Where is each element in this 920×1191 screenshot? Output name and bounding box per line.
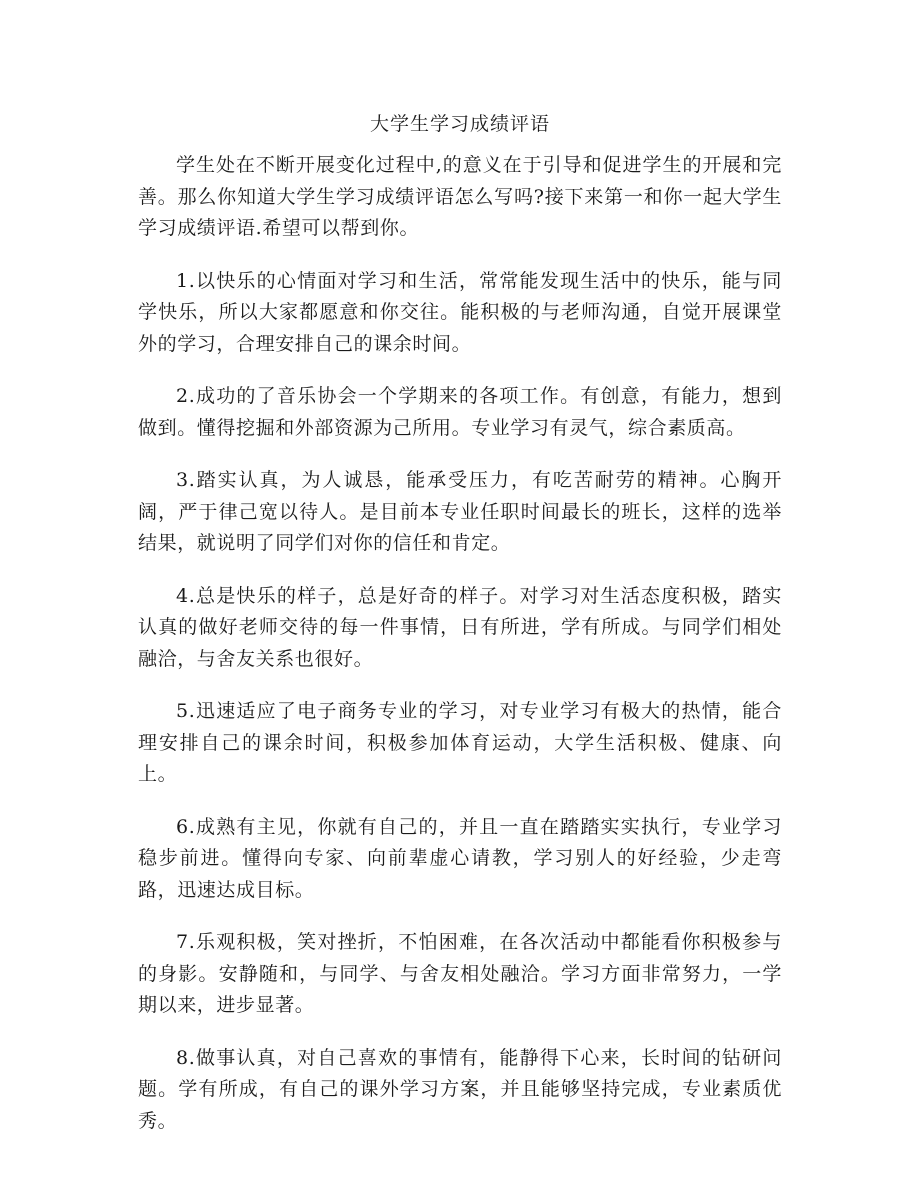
comment-item-5: 5.迅速适应了电子商务专业的学习，对专业学习有极大的热情，能合理安排自己的课余时间，积极参加体育运动，大学生活积极、健康、向上。 [138, 700, 782, 785]
comment-item-1: 1.以快乐的心情面对学习和生活，常常能发现生活中的快乐，能与同学快乐，所以大家都愿意和你交往。能积极的与老师沟通，自觉开展课堂外的学习，合理安排自己的课余时间。 [138, 269, 782, 355]
comment-item-2: 2.成功的了音乐协会一个学期来的各项工作。有创意，有能力，想到做到。懂得挖掘和外部资源为己所用。专业学习有灵气，综合素质高。 [138, 385, 782, 439]
document-title: 大学生学习成绩评语 [369, 113, 550, 135]
comment-item-8: 8.做事认真，对自己喜欢的事情有，能静得下心来，长时间的钻研问题。学有所成，有自己的课外学习方案，并且能够坚持完成，专业素质优秀。 [138, 1046, 782, 1132]
intro-paragraph: 学生处在不断开展变化过程中,的意义在于引导和促进学生的开展和完善。那么你知道大学生学习成绩评语怎么写吗?接下来第一和你一起大学生学习成绩评语.希望可以帮到你。 [138, 154, 782, 239]
document-body [138, 150, 782, 1158]
comment-item-4: 4.总是快乐的样子，总是好奇的样子。对学习对生活态度积极，踏实认真的做好老师交待的每一件事情，日有所进，学有所成。与同学们相处融洽，与舍友关系也很好。 [138, 584, 782, 670]
comment-item-6: 6.成熟有主见，你就有自己的，并且一直在踏踏实实执行，专业学习稳步前进。懂得向专家、向前辈虚心请教，学习别人的好经验，少走弯路，迅速达成目标。 [138, 815, 782, 901]
comment-item-7: 7.乐观积极，笑对挫折，不怕困难，在各次活动中都能看你积极参与的身影。安静随和，与同学、与舍友相处融洽。学习方面非常努力，一学期以来，进步显著。 [138, 931, 782, 1016]
comment-item-3: 3.踏实认真，为人诚恳，能承受压力，有吃苦耐劳的精神。心胸开阔，严于律己宽以待人。是目前本专业任职时间最长的班长，这样的选举结果，就说明了同学们对你的信任和肯定。 [138, 469, 782, 554]
